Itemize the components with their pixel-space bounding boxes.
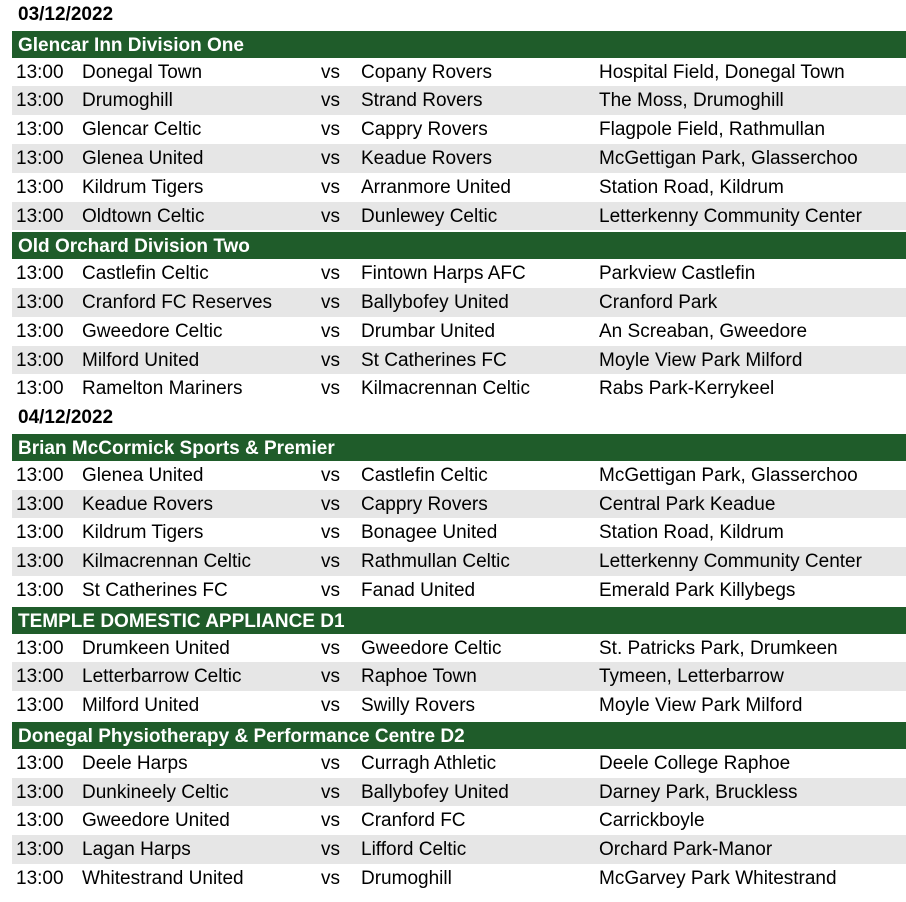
fixture-home: Oldtown Celtic <box>82 205 205 227</box>
fixture-time: 13:00 <box>16 867 64 889</box>
fixture-time: 13:00 <box>16 752 64 774</box>
fixture-venue: An Screaban, Gweedore <box>599 320 808 342</box>
fixture-venue: Moyle View Park Milford <box>599 349 803 371</box>
fixture-home: Keadue Rovers <box>82 493 213 515</box>
fixture-time: 13:00 <box>16 119 64 141</box>
fixture-time: 13:00 <box>16 263 64 285</box>
fixture-row <box>12 346 906 375</box>
fixture-home: Deele Harps <box>82 752 188 774</box>
fixture-home: Milford United <box>82 349 200 371</box>
fixture-away: Ballybofey United <box>361 781 509 803</box>
fixture-row <box>0 58 906 87</box>
fixture-home: Kildrum Tigers <box>82 522 204 544</box>
fixture-time: 13:00 <box>16 147 64 169</box>
fixture-time: 13:00 <box>16 579 64 601</box>
fixture-vs: vs <box>321 666 340 688</box>
fixture-home: Drumoghill <box>82 90 173 112</box>
fixture-venue: Cranford Park <box>599 291 718 313</box>
fixture-time: 13:00 <box>16 349 64 371</box>
fixture-vs: vs <box>321 291 340 313</box>
fixture-time: 13:00 <box>16 522 64 544</box>
league-header: Brian McCormick Sports & Premier <box>0 432 906 461</box>
fixture-time: 13:00 <box>16 61 64 83</box>
fixture-time: 13:00 <box>16 839 64 861</box>
fixture-row <box>12 144 906 173</box>
fixture-away: Castlefin Celtic <box>361 464 488 486</box>
fixture-time: 13:00 <box>16 291 64 313</box>
fixture-away: Kilmacrennan Celtic <box>361 378 530 400</box>
fixture-row <box>0 864 906 893</box>
fixture-home: Glencar Celtic <box>82 119 202 141</box>
fixture-vs: vs <box>321 263 340 285</box>
fixture-row <box>0 518 906 547</box>
fixture-time: 13:00 <box>16 695 64 717</box>
fixture-row <box>12 778 906 807</box>
fixture-away: Raphoe Town <box>361 666 477 688</box>
fixture-time: 13:00 <box>16 781 64 803</box>
fixture-away: Curragh Athletic <box>361 752 497 774</box>
fixture-vs: vs <box>321 752 340 774</box>
fixture-vs: vs <box>321 810 340 832</box>
fixture-venue: Emerald Park Killybegs <box>599 579 796 601</box>
fixture-home: Kildrum Tigers <box>82 176 204 198</box>
fixture-vs: vs <box>321 119 340 141</box>
fixture-row <box>12 202 906 231</box>
fixture-away: Swilly Rovers <box>361 695 476 717</box>
fixture-away: Dunlewey Celtic <box>361 205 498 227</box>
fixture-venue: Flagpole Field, Rathmullan <box>599 119 826 141</box>
fixture-home: Lagan Harps <box>82 839 191 861</box>
fixture-time: 13:00 <box>16 90 64 112</box>
fixture-time: 13:00 <box>16 493 64 515</box>
fixture-venue: Central Park Keadue <box>599 493 776 515</box>
fixture-away: Drumbar United <box>361 320 496 342</box>
fixture-away: Bonagee United <box>361 522 498 544</box>
fixture-venue: Hospital Field, Donegal Town <box>599 61 845 83</box>
fixture-away: Fanad United <box>361 579 476 601</box>
fixture-vs: vs <box>321 695 340 717</box>
fixture-row <box>0 173 906 202</box>
fixture-away: Keadue Rovers <box>361 147 492 169</box>
fixture-away: Ballybofey United <box>361 291 509 313</box>
fixture-vs: vs <box>321 147 340 169</box>
fixture-venue: St. Patricks Park, Drumkeen <box>599 637 838 659</box>
fixture-away: Gweedore Celtic <box>361 637 502 659</box>
fixture-away: Fintown Harps AFC <box>361 263 526 285</box>
fixture-venue: Darney Park, Bruckless <box>599 781 798 803</box>
fixture-venue: McGettigan Park, Glasserchoo <box>599 147 858 169</box>
league-header: Glencar Inn Division One <box>0 29 906 58</box>
fixture-row <box>0 115 906 144</box>
fixture-home: Gweedore United <box>82 810 230 832</box>
fixture-home: St Catherines FC <box>82 579 228 601</box>
fixture-away: Rathmullan Celtic <box>361 551 510 573</box>
fixture-time: 13:00 <box>16 378 64 400</box>
fixture-home: Cranford FC Reserves <box>82 291 273 313</box>
date-heading: 04/12/2022 <box>18 407 114 429</box>
fixture-home: Glenea United <box>82 464 204 486</box>
fixture-venue: The Moss, Drumoghill <box>599 90 784 112</box>
fixture-home: Kilmacrennan Celtic <box>82 551 251 573</box>
fixture-vs: vs <box>321 579 340 601</box>
fixture-venue: Moyle View Park Milford <box>599 695 803 717</box>
fixture-venue: Rabs Park-Kerrykeel <box>599 378 775 400</box>
fixture-vs: vs <box>321 464 340 486</box>
fixture-venue: Parkview Castlefin <box>599 263 756 285</box>
fixture-time: 13:00 <box>16 320 64 342</box>
fixture-venue: Station Road, Kildrum <box>599 176 784 198</box>
fixture-home: Whitestrand United <box>82 867 244 889</box>
fixture-time: 13:00 <box>16 176 64 198</box>
fixture-home: Ramelton Mariners <box>82 378 243 400</box>
fixture-home: Drumkeen United <box>82 637 230 659</box>
fixture-venue: Deele College Raphoe <box>599 752 791 774</box>
fixture-venue: Letterkenny Community Center <box>599 551 862 573</box>
fixture-row <box>12 288 906 317</box>
fixture-away: Lifford Celtic <box>361 839 467 861</box>
fixture-row <box>12 547 906 576</box>
fixture-venue: McGettigan Park, Glasserchoo <box>599 464 858 486</box>
fixture-vs: vs <box>321 205 340 227</box>
fixture-vs: vs <box>321 867 340 889</box>
fixture-venue: Tymeen, Letterbarrow <box>599 666 784 688</box>
fixture-vs: vs <box>321 522 340 544</box>
fixture-row <box>0 634 906 663</box>
fixture-row <box>0 259 906 288</box>
fixture-row <box>0 806 906 835</box>
fixture-row <box>0 691 906 720</box>
fixture-vs: vs <box>321 61 340 83</box>
league-header: Donegal Physiotherapy & Performance Centre D2 <box>0 720 906 749</box>
fixture-vs: vs <box>321 378 340 400</box>
fixture-time: 13:00 <box>16 810 64 832</box>
fixture-time: 13:00 <box>16 666 64 688</box>
fixture-away: Cappry Rovers <box>361 493 488 515</box>
fixture-vs: vs <box>321 90 340 112</box>
fixture-time: 13:00 <box>16 551 64 573</box>
fixture-venue: Station Road, Kildrum <box>599 522 784 544</box>
fixture-venue: Orchard Park-Manor <box>599 839 773 861</box>
fixture-row <box>0 576 906 605</box>
fixture-row <box>12 490 906 519</box>
fixture-home: Dunkineely Celtic <box>82 781 229 803</box>
fixture-vs: vs <box>321 839 340 861</box>
league-header: Old Orchard Division Two <box>0 230 906 259</box>
fixture-away: Cappry Rovers <box>361 119 488 141</box>
fixture-vs: vs <box>321 637 340 659</box>
fixture-venue: McGarvey Park Whitestrand <box>599 867 837 889</box>
fixture-away: Copany Rovers <box>361 61 492 83</box>
fixture-row <box>0 749 906 778</box>
fixture-row <box>0 461 906 490</box>
fixture-away: Drumoghill <box>361 867 452 889</box>
fixture-vs: vs <box>321 493 340 515</box>
fixture-vs: vs <box>321 176 340 198</box>
fixture-away: St Catherines FC <box>361 349 507 371</box>
fixture-away: Arranmore United <box>361 176 511 198</box>
league-header: TEMPLE DOMESTIC APPLIANCE D1 <box>0 605 906 634</box>
fixture-time: 13:00 <box>16 205 64 227</box>
fixture-home: Donegal Town <box>82 61 203 83</box>
fixture-home: Glenea United <box>82 147 204 169</box>
fixture-time: 13:00 <box>16 637 64 659</box>
fixture-row <box>12 662 906 691</box>
fixture-home: Milford United <box>82 695 200 717</box>
fixture-venue: Carrickboyle <box>599 810 705 832</box>
fixture-away: Strand Rovers <box>361 90 483 112</box>
fixture-vs: vs <box>321 781 340 803</box>
fixture-vs: vs <box>321 551 340 573</box>
fixture-vs: vs <box>321 349 340 371</box>
fixture-row <box>0 317 906 346</box>
fixture-row <box>0 374 906 403</box>
fixture-row <box>12 86 906 115</box>
fixture-time: 13:00 <box>16 464 64 486</box>
date-heading: 03/12/2022 <box>18 4 114 25</box>
fixture-home: Letterbarrow Celtic <box>82 666 242 688</box>
fixture-home: Castlefin Celtic <box>82 263 209 285</box>
fixture-row <box>12 835 906 864</box>
fixture-away: Cranford FC <box>361 810 466 832</box>
fixture-vs: vs <box>321 320 340 342</box>
fixture-home: Gweedore Celtic <box>82 320 223 342</box>
fixture-venue: Letterkenny Community Center <box>599 205 862 227</box>
